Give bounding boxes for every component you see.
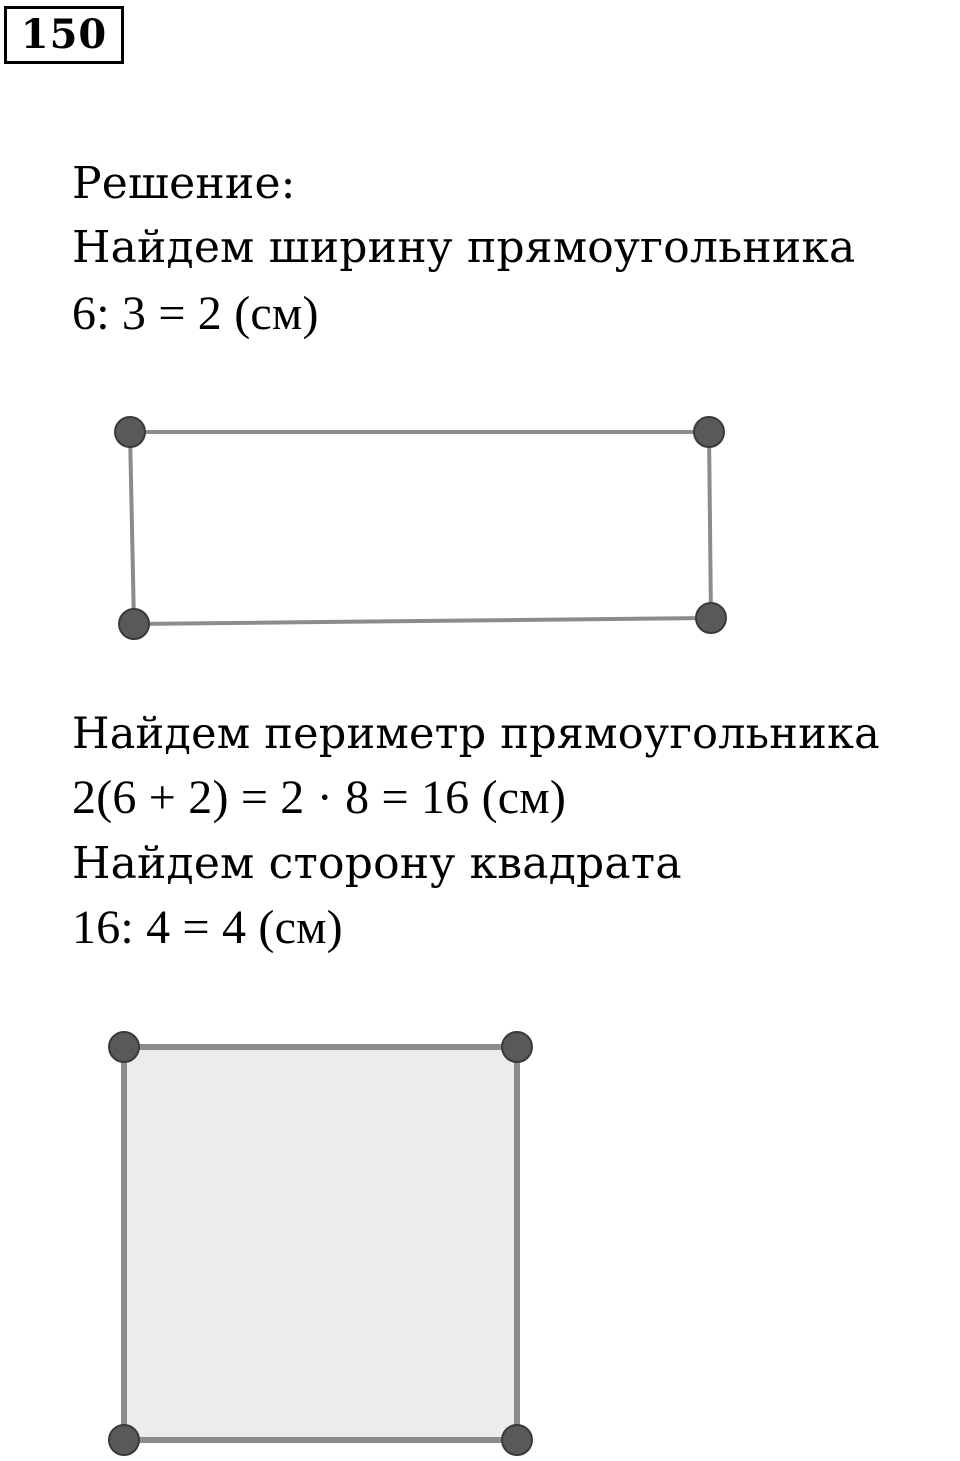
rectangle-vertex-bottom-right [696, 603, 726, 633]
square-figure [109, 1032, 532, 1455]
square-vertex-bottom-left [109, 1425, 139, 1455]
step2-text: Найдем периметр прямоугольника [72, 709, 880, 759]
rectangle-vertex-bottom-left [119, 609, 149, 639]
task-number: 150 [20, 11, 108, 58]
solution-heading: Решение: [72, 158, 296, 209]
square-vertex-top-left [109, 1032, 139, 1062]
step3-text: Найдем сторону квадрата [72, 838, 682, 889]
square-vertex-bottom-right [502, 1425, 532, 1455]
rectangle-vertex-top-left [115, 417, 145, 447]
step2-formula: 2(6 + 2) = 2 · 8 = 16 (см) [72, 771, 567, 824]
square-vertex-top-right [502, 1032, 532, 1062]
rectangle-vertex-top-right [694, 417, 724, 447]
rectangle-outline [130, 432, 711, 624]
rectangle-figure [115, 417, 726, 639]
step1-text: Найдем ширину прямоугольника [72, 222, 856, 273]
step3-formula: 16: 4 = 4 (см) [72, 901, 343, 954]
square-outline [124, 1047, 517, 1440]
step1-formula: 6: 3 = 2 (см) [72, 287, 319, 340]
